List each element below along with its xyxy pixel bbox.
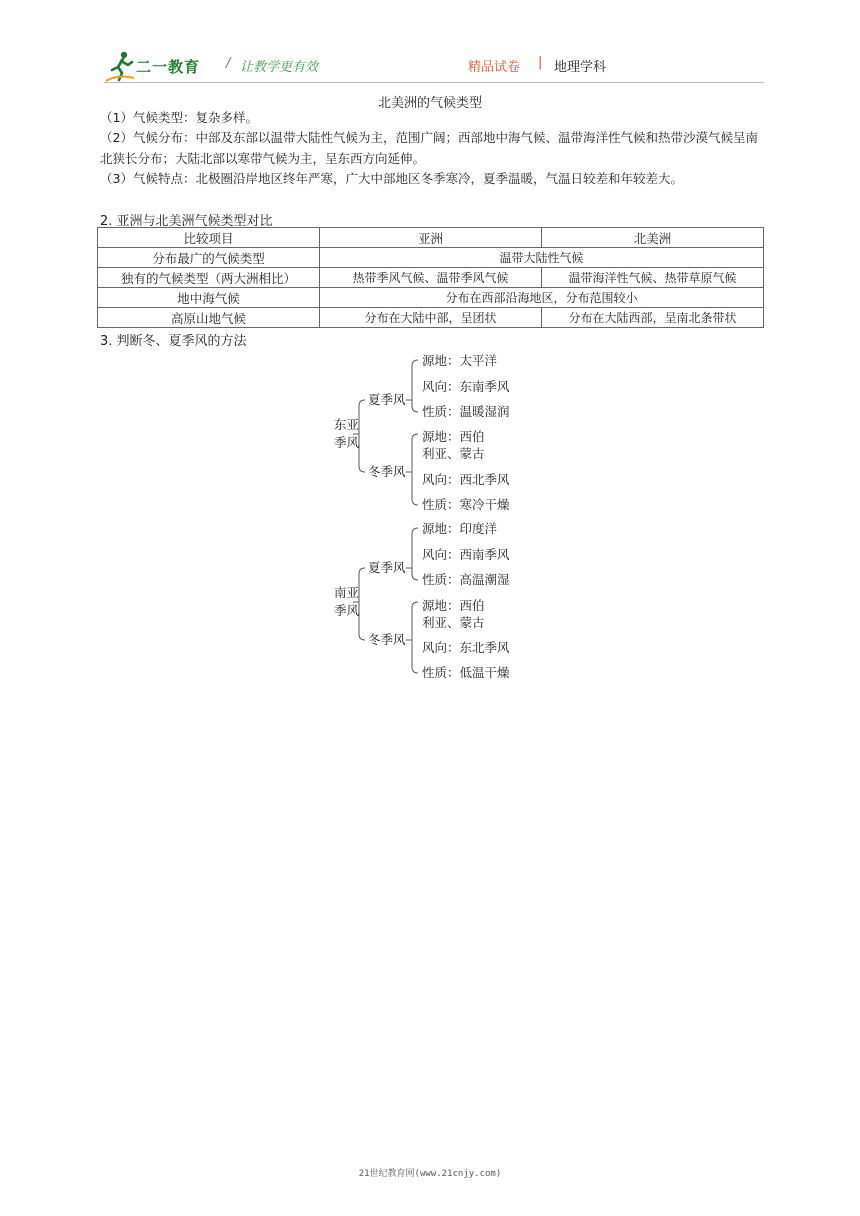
section-title: 北美洲的气候类型 [377,96,482,111]
table-row [98,308,764,328]
table-cell-north-america: 分布在大陆西部，呈南北条带状 [542,308,764,328]
table-header: 北美洲 [542,228,764,248]
slogan: 让教学更有效 [240,60,319,75]
table-cell-item: 高原山地气候 [98,308,320,328]
table-header: 比较项目 [98,228,320,248]
monsoon-tree-diagram [330,348,560,688]
page-header [104,44,764,84]
bracket-east-winter [412,434,418,505]
doc-type: 精品试卷 [468,60,521,75]
header-separator: | [538,55,543,70]
section-heading-monsoon: 3. 判断冬、夏季风的方法 [100,334,247,349]
east-summer-label: 夏季风 [368,392,406,407]
east-summer-nature: 性质：温暖湿润 [422,404,510,419]
table-cell-item: 独有的气候类型（两大洲相比） [98,268,320,288]
table-row [98,288,764,308]
south-winter-nature: 性质：低温干燥 [422,665,510,680]
logo-text: 二一教育 [136,58,201,76]
page-footer: 21世纪教育网(www.21cnjy.com) [358,1169,502,1179]
tree-brackets [330,348,560,688]
paragraph-climate-type [100,108,764,129]
paragraph-climate-features [100,169,764,190]
paragraph-label: （2）气候分布： [100,130,196,145]
bracket-south-summer [412,528,418,580]
subject: 地理学科 [554,60,607,75]
paragraph-climate-distribution [100,128,764,169]
south-summer-nature: 性质：高温潮湿 [422,572,510,587]
south-summer-source: 源地：印度洋 [422,521,498,536]
runner-logo-icon [104,48,138,82]
slogan-slash: / [226,56,231,71]
south-summer-direction: 风向：西南季风 [422,547,510,562]
table-cell-item: 地中海气候 [98,288,320,308]
table-header: 亚洲 [320,228,542,248]
east-winter-label: 冬季风 [368,464,406,479]
east-asia-label: 东亚季风 [334,417,360,450]
logo [104,48,224,84]
header-rule [104,82,764,83]
paragraph-text: 中部及东部以温带大陆性气候为主，范围广阔；西部地中海气候、温带海洋性气候和热带沙漠气候呈南北狭长分布；大陆北部以寒带气候为主，呈东西方向延伸。 [100,130,758,166]
comparison-table [97,227,764,328]
table-row [98,248,764,268]
table-cell-asia: 分布在大陆中部，呈团状 [320,308,542,328]
south-summer-label: 夏季风 [368,560,406,575]
east-summer-source: 源地：太平洋 [422,353,498,368]
south-winter-label: 冬季风 [368,632,406,647]
bracket-east-summer [412,360,418,412]
bracket-south-winter [412,602,418,673]
east-winter-direction: 风向：西北季风 [422,472,510,487]
table-cell-item: 分布最广的气候类型 [98,248,320,268]
table-cell-north-america: 温带海洋性气候、热带草原气候 [542,268,764,288]
table-header-row [98,228,764,248]
south-asia-label: 南亚季风 [334,585,360,618]
east-summer-direction: 风向：东南季风 [422,379,510,394]
section-heading-comparison: 2. 亚洲与北美洲气候类型对比 [100,214,273,229]
table-cell-merged: 分布在西部沿海地区，分布范围较小 [320,288,764,308]
paragraph-label: （3）气候特点： [100,171,196,186]
table-cell-asia: 热带季风气候、温带季风气候 [320,268,542,288]
paragraph-text: 北极圈沿岸地区终年严寒，广大中部地区冬季寒冷，夏季温暖，气温日较差和年较差大。 [195,171,683,186]
table-row [98,268,764,288]
table-cell-merged: 温带大陆性气候 [320,248,764,268]
east-winter-source: 源地：西伯利亚、蒙古 [422,429,485,461]
east-winter-nature: 性质：寒冷干燥 [422,497,510,512]
paragraph-text: 复杂多样。 [195,110,258,125]
south-winter-source: 源地：西伯利亚、蒙古 [422,598,485,630]
paragraph-label: （1）气候类型： [100,110,196,125]
south-winter-direction: 风向：东北季风 [422,640,510,655]
